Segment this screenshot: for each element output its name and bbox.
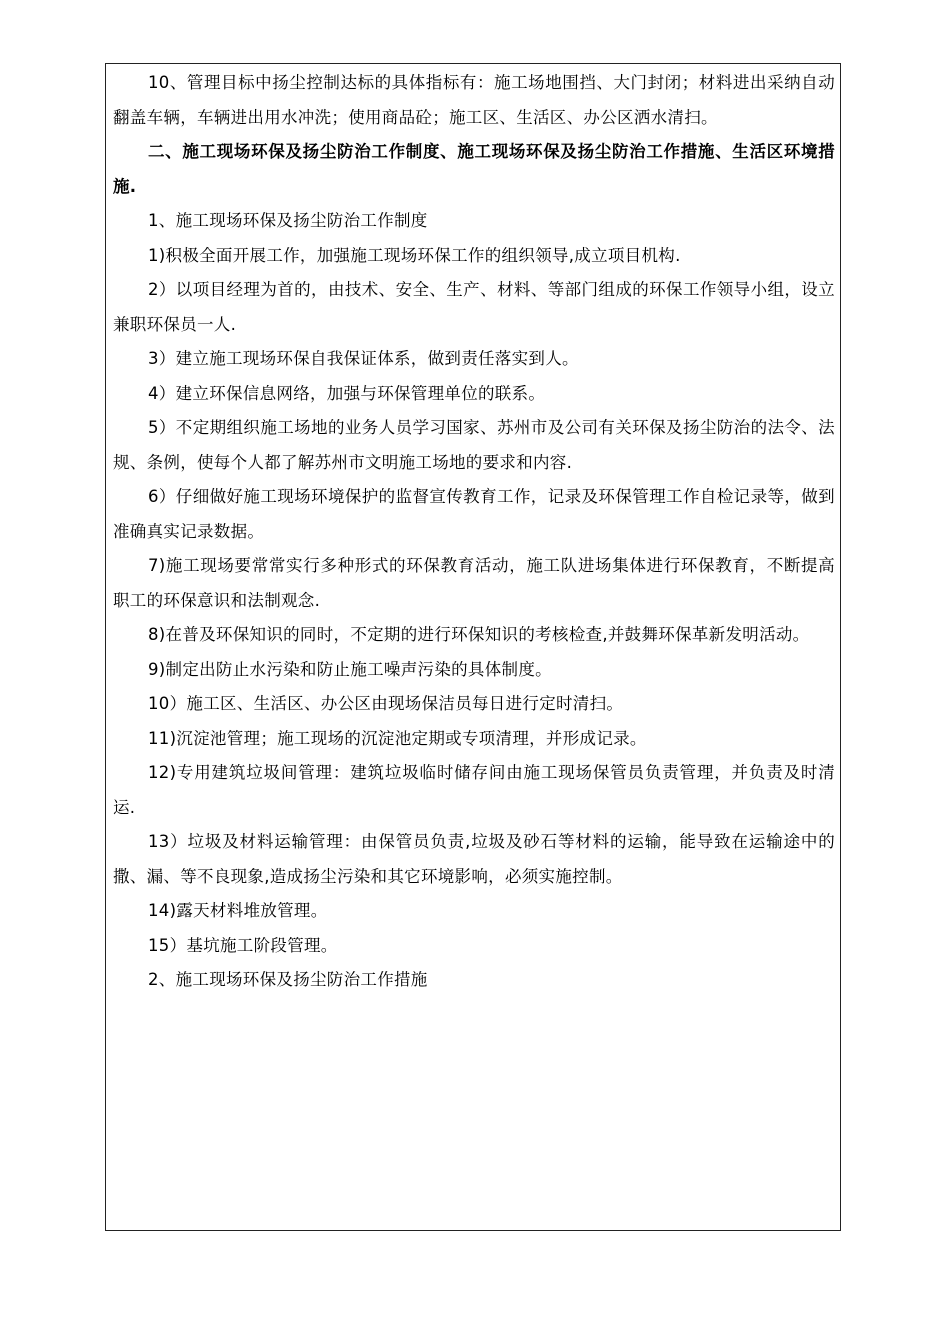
list-item-12: 12)专用建筑垃圾间管理：建筑垃圾临时储存间由施工现场保管员负责管理，并负责及时清运. xyxy=(113,763,835,817)
list-item-3: 3）建立施工现场环保自我保证体系，做到责任落实到人。 xyxy=(148,349,579,368)
list-item-10: 10）施工区、生活区、办公区由现场保洁员每日进行定时清扫。 xyxy=(148,694,624,713)
paragraph-dust-control-indicators: 10、管理目标中扬尘控制达标的具体指标有：施工场地围挡、大门封闭；材料进出采纳自动翻盖车辆，车辆进出用水冲洗；使用商品砼；施工区、生活区、办公区洒水清扫。 xyxy=(113,73,835,127)
list-item-11: 11)沉淀池管理；施工现场的沉淀池定期或专项清理，并形成记录。 xyxy=(148,728,647,748)
list-item-8: 8)在普及环保知识的同时，不定期的进行环保知识的考核检查,并鼓舞环保革新发明活动。 xyxy=(148,625,810,644)
list-item-7: 7)施工现场要常常实行多种形式的环保教育活动，施工队进场集体进行环保教育，不断提高职工的环保意识和法制观念. xyxy=(113,556,835,610)
document-body xyxy=(113,66,835,998)
subheading-work-measures: 2、施工现场环保及扬尘防治工作措施 xyxy=(148,970,428,989)
subheading-work-system: 1、施工现场环保及扬尘防治工作制度 xyxy=(148,211,428,230)
section-heading-environmental-system: 二、施工现场环保及扬尘防治工作制度、施工现场环保及扬尘防治工作措施、生活区环境措施. xyxy=(113,142,835,196)
list-item-5: 5）不定期组织施工场地的业务人员学习国家、苏州市及公司有关环保及扬尘防治的法令、法规、条例，使每个人都了解苏州市文明施工场地的要求和内容. xyxy=(113,418,835,472)
list-item-14: 14)露天材料堆放管理。 xyxy=(148,901,328,920)
list-item-4: 4）建立环保信息网络，加强与环保管理单位的联系。 xyxy=(148,383,546,403)
list-item-6: 6）仔细做好施工现场环境保护的监督宣传教育工作，记录及环保管理工作自检记录等，做到准确真实记录数据。 xyxy=(113,487,835,541)
list-item-1: 1)积极全面开展工作，加强施工现场环保工作的组织领导,成立项目机构. xyxy=(148,245,681,265)
list-item-13: 13）垃圾及材料运输管理：由保管员负责,垃圾及砂石等材料的运输，能导致在运输途中的撒、漏、等不良现象,造成扬尘污染和其它环境影响，必须实施控制。 xyxy=(113,832,835,886)
list-item-15: 15）基坑施工阶段管理。 xyxy=(148,935,338,955)
list-item-9: 9)制定出防止水污染和防止施工噪声污染的具体制度。 xyxy=(148,659,552,679)
list-item-2: 2）以项目经理为首的，由技术、安全、生产、材料、等部门组成的环保工作领导小组，设立兼职环保员一人. xyxy=(113,280,835,334)
